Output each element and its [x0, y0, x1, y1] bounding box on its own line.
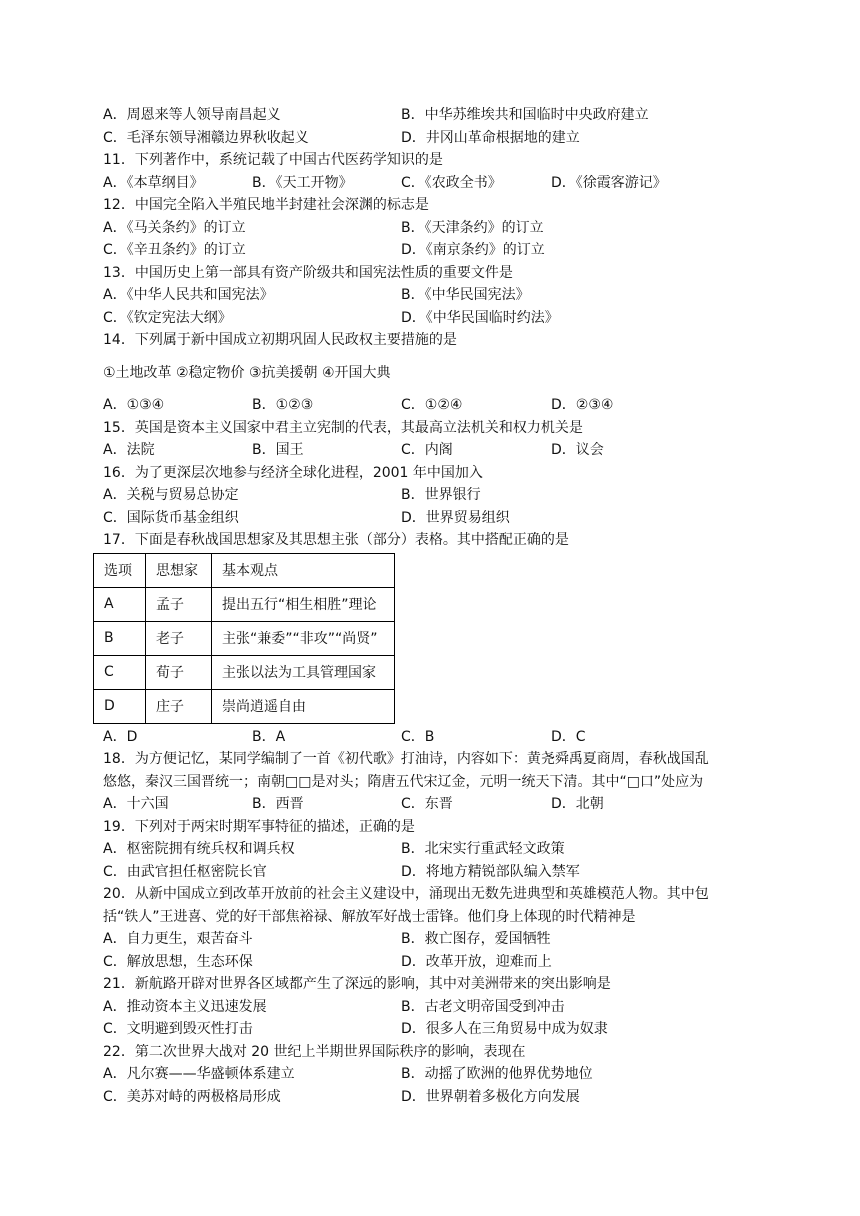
- option-d: D．②③④: [551, 397, 614, 413]
- options-row: [103, 104, 783, 127]
- question-text: 22．第二次世界大战对 20 世纪上半期世界国际秩序的影响，表现在: [103, 1043, 526, 1060]
- option-a: A．《马关条约》的订立: [103, 219, 246, 236]
- option-a: A．凡尔赛——华盛顿体系建立: [103, 1066, 295, 1082]
- question-text: 括“铁人”王进喜、党的好干部焦裕禄、解放军好战士雷锋。他们身上体现的时代精神是: [103, 908, 636, 925]
- option-d: D．北朝: [551, 796, 604, 812]
- option-d: D．议会: [551, 442, 604, 458]
- option-b: B．中华苏维埃共和国临时中央政府建立: [401, 107, 649, 123]
- spacer: [103, 352, 783, 362]
- option-b: D．《中华民国临时约法》: [401, 309, 559, 326]
- option-a: C．《辛丑条约》的订立: [103, 242, 246, 258]
- options-row: [103, 239, 783, 262]
- option-c: C．内阁: [401, 442, 453, 458]
- table-cell: D: [94, 689, 146, 723]
- option-b: B．《天工开物》: [252, 174, 353, 191]
- options-row: [103, 1086, 783, 1109]
- question-text: 20．从新中国成立到改革开放前的社会主义建设中，涌现出无数先进典型和英雄模范人物。其中包: [103, 886, 709, 902]
- options-row: [103, 996, 783, 1019]
- question-text: 11．下列著作中，系统记载了中国古代医药学知识的是: [103, 152, 443, 168]
- table-cell: 孟子: [146, 587, 212, 621]
- option-b: B．《中华民国宪法》: [401, 287, 530, 303]
- option-a: A．D: [103, 728, 138, 745]
- table-cell: 主张以法为工具管理国家: [212, 655, 395, 689]
- options-row: [103, 1018, 783, 1041]
- option-b: D．改革开放，迎难而上: [401, 953, 552, 970]
- question-text: 悠悠，秦汉三国晋统一；南朝□□是对头；隋唐五代宋辽金，元明一统天下清。其中“□口”处应为: [103, 773, 704, 790]
- option-d: D．《徐霞客游记》: [551, 174, 667, 191]
- option-c: C．东晋: [401, 796, 453, 812]
- option-a: A．十六国: [103, 796, 169, 812]
- table-row: [94, 655, 395, 689]
- options-row: [103, 951, 783, 974]
- option-c: C．B: [401, 728, 435, 745]
- table-row: [94, 621, 395, 655]
- option-b: D．世界贸易组织: [401, 509, 510, 526]
- table-cell: C: [94, 655, 146, 689]
- question-text: 13．中国历史上第一部具有资产阶级共和国宪法性质的重要文件是: [103, 264, 513, 281]
- options-row: [103, 838, 783, 861]
- option-a: A．《本草纲目》: [103, 174, 204, 191]
- options-row: [103, 284, 783, 307]
- option-b: D．将地方精锐部队编入禁军: [401, 863, 580, 880]
- table-row: [94, 689, 395, 723]
- option-b: B．国王: [252, 442, 304, 458]
- option-d: D．C: [551, 728, 586, 745]
- option-b: B．救亡图存，爱国牺牲: [401, 931, 551, 947]
- option-b: B．①②③: [252, 397, 314, 413]
- table-cell: 荀子: [146, 655, 212, 689]
- option-a: C．解放思想，生态环保: [103, 953, 253, 970]
- options-row: [103, 307, 783, 330]
- option-b: D．《南京条约》的订立: [401, 242, 545, 258]
- option-a: A．《中华人民共和国宪法》: [103, 287, 274, 303]
- table-header-row: [94, 553, 395, 587]
- options-row: [103, 507, 783, 530]
- options-row: [103, 484, 783, 507]
- option-a: C．由武官担任枢密院长官: [103, 863, 267, 880]
- options-row: [103, 1063, 783, 1086]
- options-row: [103, 439, 783, 462]
- option-a: A．周恩来等人领导南昌起义: [103, 107, 281, 123]
- table-cell: A: [94, 587, 146, 621]
- option-b: B．世界银行: [401, 487, 481, 503]
- option-a: A．推动资本主义迅速发展: [103, 998, 267, 1015]
- question-text: 16．为了更深层次地参与经济全球化进程，2001 年中国加入: [103, 464, 483, 481]
- option-b: B．动摇了欧洲的他界优势地位: [401, 1066, 593, 1082]
- option-b: B．北宋实行重武轻文政策: [401, 841, 565, 857]
- table-row: [94, 587, 395, 621]
- question-text: 18．为方便记忆，某同学编制了一首《初代歌》打油诗，内容如下：黄尧舜禹夏商周，春秋战国乱: [103, 751, 709, 767]
- options-row: [103, 394, 783, 417]
- question-text: 15．英国是资本主义国家中君主立宪制的代表，其最高立法机关和权力机关是: [103, 419, 583, 436]
- table-cell: 提出五行“相生相胜”理论: [212, 587, 395, 621]
- table-cell: B: [94, 621, 146, 655]
- option-a: C．国际货币基金组织: [103, 509, 239, 526]
- spacer: [103, 384, 783, 394]
- options-row: [103, 928, 783, 951]
- option-b: D．井冈山革命根据地的建立: [401, 129, 580, 146]
- option-a: C．文明避到毁灭性打击: [103, 1021, 253, 1037]
- option-c: C．①②④: [401, 397, 463, 413]
- option-b: B．《天津条约》的订立: [401, 219, 544, 236]
- question-text: 14．下列属于新中国成立初期巩固人民政权主要措施的是: [103, 332, 457, 348]
- question-text: 19．下列对于两宋时期军事特征的描述，正确的是: [103, 818, 415, 835]
- options-row: [103, 726, 783, 749]
- options-row: [103, 172, 783, 195]
- options-row: [103, 861, 783, 884]
- table-cell: 崇尚逍遥自由: [212, 689, 395, 723]
- option-b: D．很多人在三角贸易中成为奴隶: [401, 1021, 608, 1037]
- question-text: ①土地改革 ②稳定物价 ③抗美援朝 ④开国大典: [103, 364, 391, 381]
- thinker-table: [93, 553, 395, 724]
- question-text: 12．中国完全陷入半殖民地半封建社会深渊的标志是: [103, 197, 429, 213]
- option-b: B．古老文明帝国受到冲击: [401, 998, 565, 1015]
- option-b: D．世界朝着多极化方向发展: [401, 1088, 580, 1105]
- question-text: 17．下面是春秋战国思想家及其思想主张（部分）表格。其中搭配正确的是: [103, 532, 569, 548]
- option-b: B．西晋: [252, 796, 304, 812]
- options-row: [103, 793, 783, 816]
- table-cell: 基本观点: [212, 553, 395, 587]
- option-b: B．A: [252, 728, 286, 745]
- option-a: A．枢密院拥有统兵权和调兵权: [103, 841, 295, 857]
- table-cell: 主张“兼委”“非攻”“尚贤”: [212, 621, 395, 655]
- option-a: A．关税与贸易总协定: [103, 487, 239, 503]
- exam-page: [103, 104, 783, 1108]
- question-text: 21．新航路开辟对世界各区域都产生了深远的影响，其中对美洲带来的突出影响是: [103, 976, 611, 992]
- option-a: A．法院: [103, 442, 155, 458]
- option-a: C．美苏对峙的两极格局形成: [103, 1088, 281, 1105]
- option-c: C．《农政全书》: [401, 174, 502, 191]
- option-a: C．《钦定宪法大纲》: [103, 309, 232, 326]
- table-cell: 思想家: [146, 553, 212, 587]
- options-row: [103, 217, 783, 240]
- table-cell: 选项: [94, 553, 146, 587]
- option-a: A．①③④: [103, 397, 165, 413]
- table-cell: 老子: [146, 621, 212, 655]
- option-a: A．自力更生，艰苦奋斗: [103, 931, 253, 947]
- option-a: C．毛泽东领导湘赣边界秋收起义: [103, 129, 309, 146]
- options-row: [103, 127, 783, 150]
- table-cell: 庄子: [146, 689, 212, 723]
